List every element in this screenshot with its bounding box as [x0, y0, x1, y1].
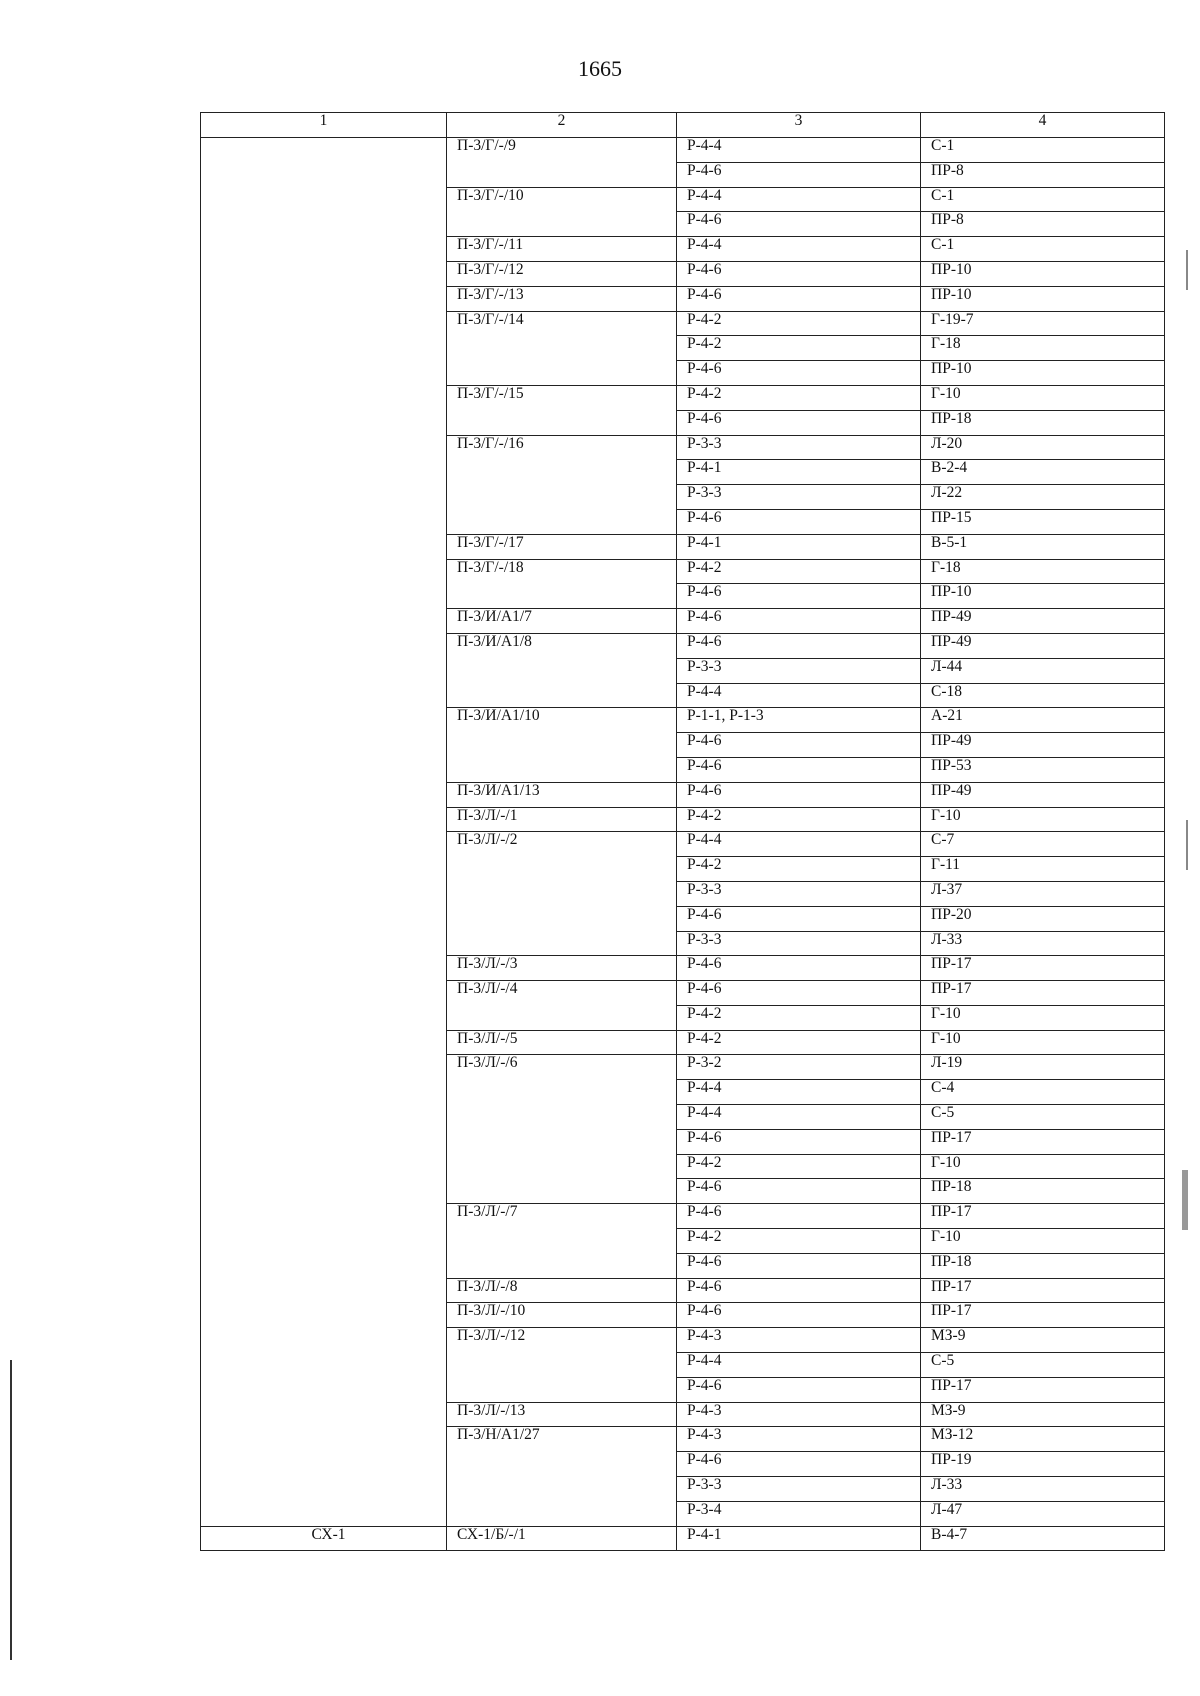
cell-code: П-3/Г/-/11: [447, 237, 677, 262]
scan-mark: [1186, 820, 1188, 870]
cell-reference: Р-3-3: [677, 1477, 921, 1502]
cell-code: П-3/Г/-/12: [447, 261, 677, 286]
cell-reference: Р-4-2: [677, 336, 921, 361]
cell-reference: Р-4-4: [677, 1080, 921, 1105]
cell-code: П-3/Г/-/16: [447, 435, 677, 534]
cell-value: Г-18: [921, 559, 1165, 584]
cell-code: П-3/И/А1/13: [447, 782, 677, 807]
cell-value: МЗ-12: [921, 1427, 1165, 1452]
cell-reference: Р-4-2: [677, 559, 921, 584]
cell-value: Л-33: [921, 1477, 1165, 1502]
cell-code: П-3/И/А1/10: [447, 708, 677, 782]
cell-value: Л-19: [921, 1055, 1165, 1080]
cell-reference: Р-4-4: [677, 187, 921, 212]
cell-value: ПР-19: [921, 1452, 1165, 1477]
cell-value: Л-22: [921, 485, 1165, 510]
cell-value: С-5: [921, 1105, 1165, 1130]
scan-mark: [1186, 250, 1188, 290]
cell-value: Л-37: [921, 881, 1165, 906]
table-row: [201, 1526, 1165, 1551]
cell-group: СХ-1: [201, 1526, 447, 1551]
scan-mark: [1182, 1170, 1188, 1230]
cell-code: П-3/Г/-/18: [447, 559, 677, 609]
cell-value: ПР-10: [921, 261, 1165, 286]
cell-value: ПР-18: [921, 1179, 1165, 1204]
cell-code: П-3/Г/-/10: [447, 187, 677, 237]
cell-value: ПР-18: [921, 410, 1165, 435]
cell-reference: Р-4-6: [677, 981, 921, 1006]
cell-value: Г-10: [921, 1154, 1165, 1179]
cell-value: ПР-17: [921, 1204, 1165, 1229]
column-header-1: 1: [201, 113, 447, 138]
cell-value: В-2-4: [921, 460, 1165, 485]
cell-code: П-3/Н/А1/27: [447, 1427, 677, 1526]
cell-reference: Р-4-2: [677, 807, 921, 832]
cell-value: Г-10: [921, 1030, 1165, 1055]
cell-reference: Р-3-3: [677, 881, 921, 906]
cell-value: С-1: [921, 138, 1165, 163]
cell-value: Г-19-7: [921, 311, 1165, 336]
cell-code: П-3/Л/-/1: [447, 807, 677, 832]
table-header-row: [201, 113, 1165, 138]
cell-value: МЗ-9: [921, 1402, 1165, 1427]
column-header-2: 2: [447, 113, 677, 138]
cell-value: ПР-17: [921, 956, 1165, 981]
column-header-4: 4: [921, 113, 1165, 138]
cell-code: П-3/Л/-/2: [447, 832, 677, 956]
cell-code: П-3/Г/-/13: [447, 286, 677, 311]
cell-code: П-3/И/А1/8: [447, 633, 677, 707]
cell-value: С-1: [921, 187, 1165, 212]
cell-reference: Р-4-6: [677, 1179, 921, 1204]
cell-value: Л-44: [921, 658, 1165, 683]
cell-reference: Р-3-3: [677, 485, 921, 510]
cell-reference: Р-4-6: [677, 906, 921, 931]
cell-reference: Р-4-2: [677, 385, 921, 410]
cell-code: П-3/Л/-/5: [447, 1030, 677, 1055]
cell-value: МЗ-9: [921, 1328, 1165, 1353]
cell-reference: Р-4-6: [677, 1253, 921, 1278]
cell-code: П-3/Г/-/9: [447, 138, 677, 188]
cell-code: П-3/Л/-/3: [447, 956, 677, 981]
cell-reference: Р-4-2: [677, 857, 921, 882]
cell-reference: Р-3-3: [677, 931, 921, 956]
cell-code: П-3/Г/-/17: [447, 534, 677, 559]
cell-reference: Р-4-6: [677, 609, 921, 634]
cell-reference: Р-4-6: [677, 361, 921, 386]
cell-reference: Р-4-6: [677, 956, 921, 981]
cell-value: ПР-10: [921, 361, 1165, 386]
page-number: 1665: [578, 56, 622, 81]
cell-value: Л-20: [921, 435, 1165, 460]
cell-reference: Р-4-1: [677, 534, 921, 559]
cell-value: ПР-10: [921, 584, 1165, 609]
cell-code: П-3/И/А1/7: [447, 609, 677, 634]
cell-reference: Р-4-4: [677, 1353, 921, 1378]
cell-reference: Р-4-1: [677, 1526, 921, 1551]
cell-value: ПР-17: [921, 1278, 1165, 1303]
cell-reference: Р-4-6: [677, 410, 921, 435]
cell-reference: Р-4-6: [677, 1303, 921, 1328]
cell-reference: Р-4-4: [677, 832, 921, 857]
cell-value: В-4-7: [921, 1526, 1165, 1551]
scan-mark: [10, 1360, 12, 1660]
cell-value: Г-10: [921, 1005, 1165, 1030]
cell-value: ПР-17: [921, 981, 1165, 1006]
cell-code: П-3/Л/-/13: [447, 1402, 677, 1427]
cell-reference: Р-4-1: [677, 460, 921, 485]
cell-value: С-7: [921, 832, 1165, 857]
cell-code: СХ-1/Б/-/1: [447, 1526, 677, 1551]
cell-code: П-3/Г/-/14: [447, 311, 677, 385]
cell-value: С-18: [921, 683, 1165, 708]
cell-reference: Р-4-6: [677, 212, 921, 237]
cell-reference: Р-4-6: [677, 509, 921, 534]
cell-reference: Р-4-3: [677, 1402, 921, 1427]
cell-reference: Р-4-4: [677, 138, 921, 163]
cell-value: ПР-8: [921, 162, 1165, 187]
cell-reference: Р-4-6: [677, 1204, 921, 1229]
cell-reference: Р-4-2: [677, 1005, 921, 1030]
cell-reference: Р-4-6: [677, 1452, 921, 1477]
cell-value: ПР-10: [921, 286, 1165, 311]
cell-value: Л-47: [921, 1501, 1165, 1526]
cell-reference: Р-4-3: [677, 1427, 921, 1452]
cell-reference: Р-4-6: [677, 733, 921, 758]
cell-reference: Р-4-4: [677, 237, 921, 262]
cell-reference: Р-4-2: [677, 1154, 921, 1179]
cell-reference: Р-4-6: [677, 286, 921, 311]
cell-value: Г-10: [921, 1229, 1165, 1254]
cell-value: С-4: [921, 1080, 1165, 1105]
cell-value: В-5-1: [921, 534, 1165, 559]
cell-value: Г-18: [921, 336, 1165, 361]
cell-reference: Р-4-6: [677, 261, 921, 286]
cell-reference: Р-4-4: [677, 683, 921, 708]
cell-code: П-3/Л/-/12: [447, 1328, 677, 1402]
cell-value: ПР-20: [921, 906, 1165, 931]
cell-code: П-3/Г/-/15: [447, 385, 677, 435]
cell-reference: Р-4-2: [677, 1229, 921, 1254]
cell-value: С-1: [921, 237, 1165, 262]
cell-value: ПР-17: [921, 1129, 1165, 1154]
table-row: [201, 138, 1165, 163]
cell-value: Г-10: [921, 807, 1165, 832]
cell-reference: Р-4-6: [677, 633, 921, 658]
cell-reference: Р-3-3: [677, 435, 921, 460]
cell-value: Г-11: [921, 857, 1165, 882]
cell-code: П-3/Л/-/8: [447, 1278, 677, 1303]
cell-value: ПР-15: [921, 509, 1165, 534]
cell-value: ПР-49: [921, 633, 1165, 658]
cell-group: [201, 138, 447, 1527]
cell-value: Г-10: [921, 385, 1165, 410]
cell-code: П-3/Л/-/10: [447, 1303, 677, 1328]
cell-value: С-5: [921, 1353, 1165, 1378]
cell-value: ПР-49: [921, 782, 1165, 807]
cell-reference: Р-3-4: [677, 1501, 921, 1526]
cell-reference: Р-4-6: [677, 1278, 921, 1303]
cell-code: П-3/Л/-/4: [447, 981, 677, 1031]
cell-value: ПР-53: [921, 757, 1165, 782]
cell-reference: Р-4-4: [677, 1105, 921, 1130]
cell-reference: Р-1-1, Р-1-3: [677, 708, 921, 733]
cell-value: ПР-49: [921, 609, 1165, 634]
table-body: [201, 138, 1165, 1551]
cell-reference: Р-4-6: [677, 584, 921, 609]
cell-value: ПР-49: [921, 733, 1165, 758]
cell-value: ПР-17: [921, 1377, 1165, 1402]
cell-reference: Р-3-2: [677, 1055, 921, 1080]
cell-reference: Р-4-3: [677, 1328, 921, 1353]
cell-reference: Р-4-2: [677, 1030, 921, 1055]
cell-value: ПР-8: [921, 212, 1165, 237]
cell-reference: Р-4-6: [677, 757, 921, 782]
cell-reference: Р-4-6: [677, 782, 921, 807]
cell-code: П-3/Л/-/7: [447, 1204, 677, 1278]
document-table: [200, 112, 1165, 1551]
cell-reference: Р-4-6: [677, 1129, 921, 1154]
cell-value: Л-33: [921, 931, 1165, 956]
cell-value: ПР-17: [921, 1303, 1165, 1328]
cell-value: ПР-18: [921, 1253, 1165, 1278]
cell-reference: Р-4-2: [677, 311, 921, 336]
column-header-3: 3: [677, 113, 921, 138]
cell-reference: Р-4-6: [677, 162, 921, 187]
cell-reference: Р-4-6: [677, 1377, 921, 1402]
cell-reference: Р-3-3: [677, 658, 921, 683]
cell-value: А-21: [921, 708, 1165, 733]
cell-code: П-3/Л/-/6: [447, 1055, 677, 1204]
